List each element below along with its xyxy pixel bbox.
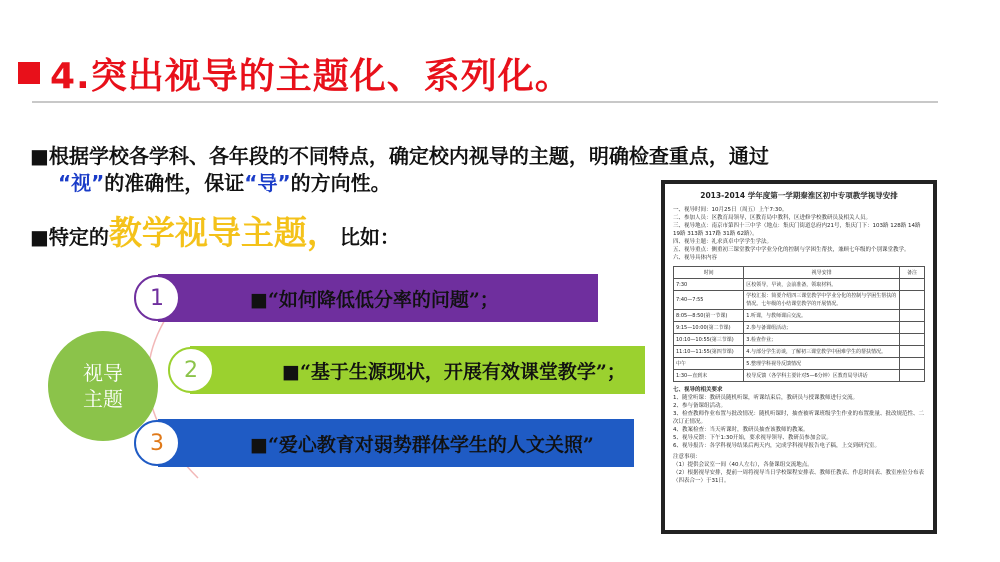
document-title: 2013-2014 学年度第一学期秦淮区初中专项教学视导安排 — [700, 191, 898, 200]
doc-cell: 区校领导，早读，会前准备，领取材料。 — [744, 279, 900, 291]
doc-note: （2）根据视导安排，提前一周将视导当日学校课程安排表、教师任教表、作息时间表、教室座位分布表（四表合一）于31日。 — [673, 470, 925, 484]
doc-cell: 中午 — [674, 358, 744, 370]
doc-req: 1、随堂听课：教研员随机听课，听课结束后，教研员与授课教师进行交流。 — [673, 395, 859, 401]
doc-req: 4、教案检查：当天听课时，教研员抽查该教师的教案。 — [673, 427, 809, 433]
doc-cell — [899, 291, 924, 310]
doc-cell — [899, 358, 924, 370]
theme-bar-3 — [158, 419, 634, 467]
doc-cell: 11:10—11:55(第四节课) — [674, 346, 744, 358]
title-bullet-square — [18, 62, 40, 84]
doc-cell: 7:30 — [674, 279, 744, 291]
theme-bar-1 — [158, 274, 598, 322]
doc-cell — [899, 346, 924, 358]
doc-cell — [899, 322, 924, 334]
doc-table-head: 视导安排 — [744, 267, 900, 279]
doc-section-7: 七、视导的相关要求 — [673, 387, 723, 393]
doc-cell: 4.与部分学生访谈，了解初三课堂教学中困难学生的帮扶情况。 — [744, 346, 900, 358]
special-prefix: ■特定的 — [30, 225, 109, 249]
doc-line-1: 一、视导时间：10月25日（周五）上午7:30。 — [673, 207, 788, 213]
intro-line-1: ■根据学校各学科、各年段的不同特点，确定校内视导的主题，明确检查重点，通过 — [30, 144, 769, 168]
intro-end: 的方向性。 — [290, 171, 391, 195]
doc-cell — [899, 370, 924, 382]
doc-cell: 3.检查作业； — [744, 334, 900, 346]
doc-cell: 1:30—直到末 — [674, 370, 744, 382]
intro-mid: 的准确性，保证 — [104, 171, 245, 195]
doc-cell: 1.听课，与教师课后交流。 — [744, 310, 900, 322]
theme-diagram — [48, 278, 648, 478]
doc-req: 2、参与备课组活动。 — [673, 403, 726, 409]
doc-table-head: 备注 — [899, 267, 924, 279]
theme-number-1: 1 — [134, 275, 180, 321]
doc-cell: 5.整理学科视导反馈情况 — [744, 358, 900, 370]
doc-req: 6、视导报告：各学科视导结果后两天内，完成学科视导报告电子稿，上交到研究室。 — [673, 443, 881, 449]
doc-notes-title: 注意事项： — [673, 454, 701, 460]
title-divider — [32, 101, 938, 103]
doc-cell — [899, 310, 924, 322]
doc-cell: 10:10—10:55(第三节课) — [674, 334, 744, 346]
doc-cell: 9:15—10:00(第二节课) — [674, 322, 744, 334]
doc-req: 3、检查教师作业布置与批改情况：随机听课时，抽查被听课班级学生作业的布置批量、批改规范性、二次订正情况。 — [673, 411, 925, 425]
doc-cell: 7:40—7:55 — [674, 291, 744, 310]
doc-note: （1）提供会议室一间（40人左右），各备课组交流地点。 — [673, 462, 813, 468]
theme-text-1: ■“如何降低低分率的问题”； — [250, 288, 499, 311]
doc-req: 5、视导反馈：下午1:30开始，要求视导领导、教研员参加会议。 — [673, 435, 832, 441]
special-suffix: 比如： — [339, 225, 400, 249]
doc-cell: 8:05—8:50(第一节课) — [674, 310, 744, 322]
special-highlight: 教学视导主题， — [108, 213, 340, 252]
theme-text-2: ■“基于生源现状，开展有效课堂教学”； — [282, 360, 626, 383]
theme-bar-2 — [190, 346, 645, 394]
doc-schedule-table — [673, 266, 925, 382]
doc-cell: 校导反馈（各学科主要针对5—6分钟）区教育局导讲话 — [744, 370, 900, 382]
doc-line-6: 六、视导具体内容 — [673, 255, 718, 261]
center-circle-label: 视导 主题 — [83, 361, 123, 411]
doc-line-5: 五、视导重点：侧重初三课堂教学中学业分化的控制与学困生帮扶，兼顾七年级的个别课堂教学。 — [673, 247, 910, 253]
theme-number-2: 2 — [168, 347, 214, 393]
doc-line-2: 二、参加人员：区教育局领导，区教育局中教科，区进修学校教研员及相关人员。 — [673, 215, 872, 221]
doc-cell — [899, 334, 924, 346]
special-theme-line — [30, 207, 400, 254]
quote-shi: “视” — [58, 171, 105, 195]
doc-table-head: 时间 — [674, 267, 744, 279]
theme-text-3: ■“爱心教育对弱势群体学生的人文关照” — [250, 433, 594, 456]
doc-line-3: 三、视导地点：南京市第四十三中学（地点：集庆门街道总府内21号，集庆门下：103路 128路 14路 19路 313路 317路 31路 62路）。 — [673, 223, 921, 237]
doc-cell — [899, 279, 924, 291]
slide-title-text: 4.突出视导的主题化、系列化。 — [50, 56, 572, 97]
slide-title — [18, 48, 572, 99]
doc-cell: 2.参与备课组活动； — [744, 322, 900, 334]
quote-dao: “导” — [244, 171, 291, 195]
theme-number-3: 3 — [134, 420, 180, 466]
document-thumbnail — [661, 180, 937, 534]
doc-line-4: 四、视导主题：礼求真卓中学学生学法。 — [673, 239, 773, 245]
doc-cell: 学校汇报：简要介绍四三课堂教学中学业分化的控制与学困生帮扶的情况。七年级的小结课堂教学的开展情况。 — [744, 291, 900, 310]
